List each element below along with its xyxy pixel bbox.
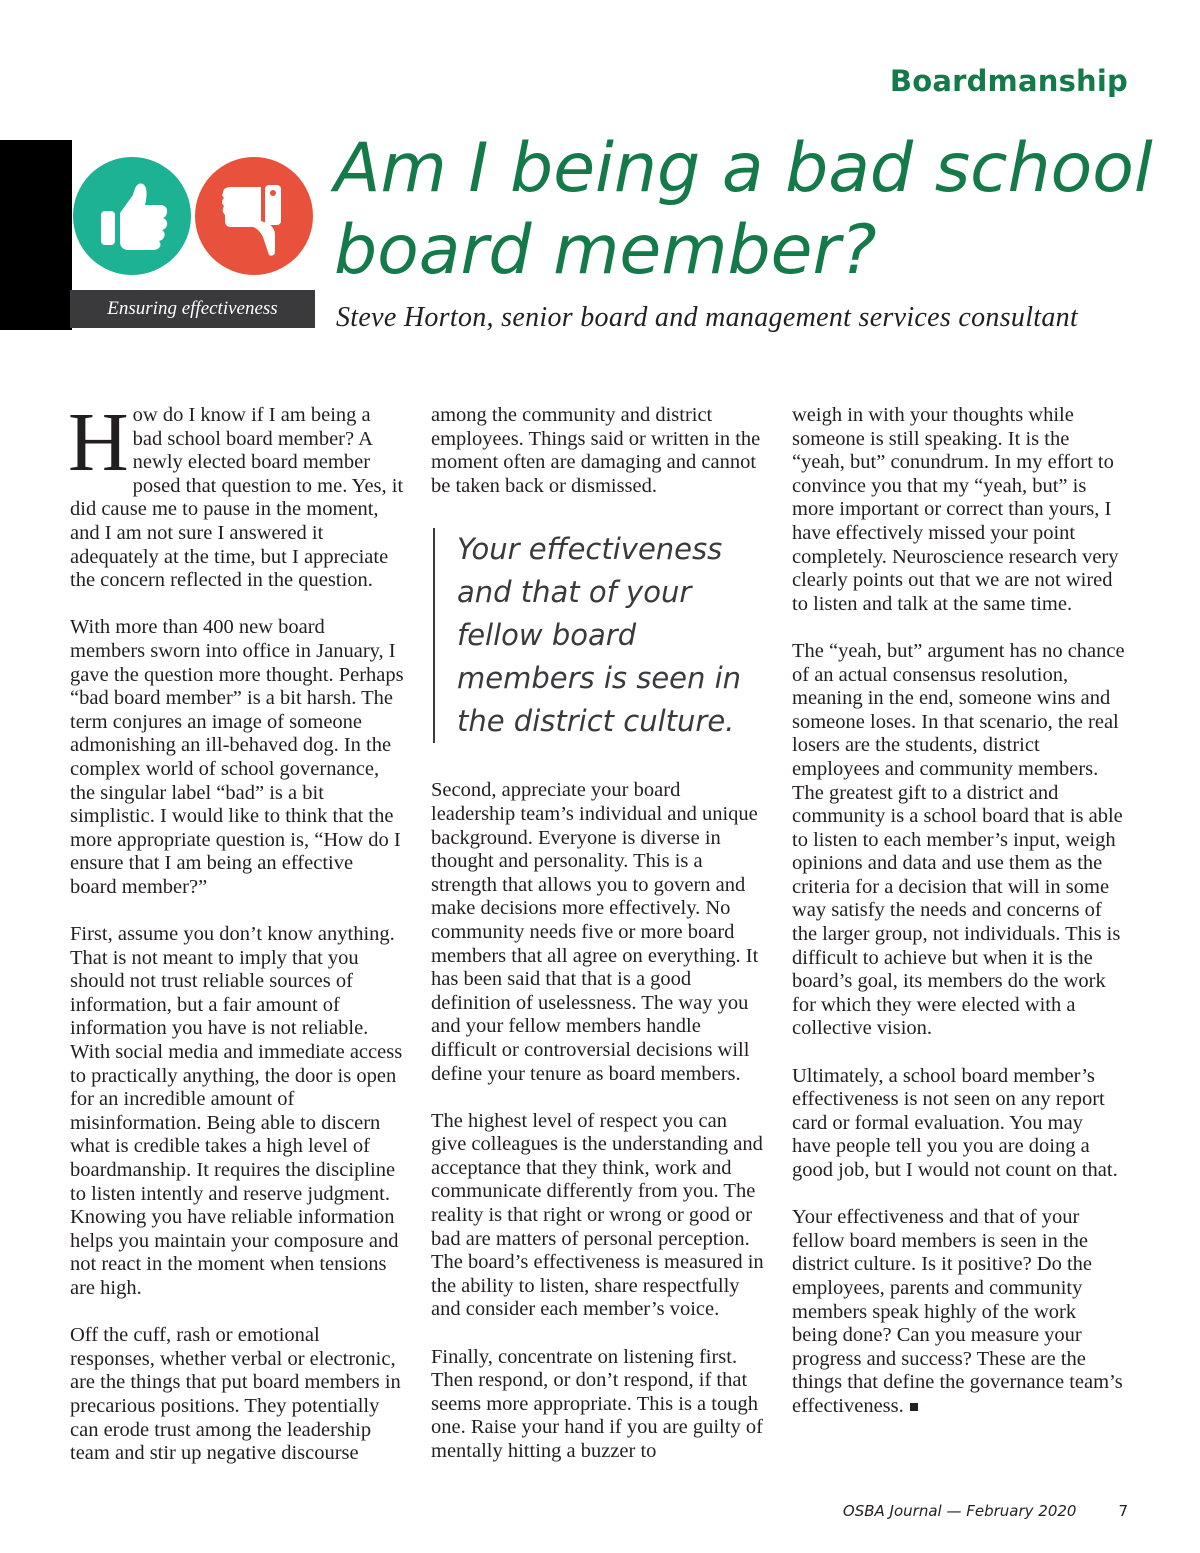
journal-issue: OSBA Journal — February 2020 bbox=[842, 1502, 1077, 1520]
end-mark-icon bbox=[910, 1403, 918, 1411]
paragraph: among the community and district employees. Things said or written in the moment often are damaging and cannot be taken back or dismissed. bbox=[431, 404, 761, 497]
paragraph: Ultimately, a school board member’s effectiveness is not seen on any report card or formal evaluation. You may have people tell you you are doing a good job, but I would not count on that. bbox=[792, 1064, 1118, 1181]
paragraph: Second, appreciate your board leadership team’s individual and unique background. Everyone is diverse in thought and personality. This is a strength that allows you to govern and make decisions more effectively. No community needs five or more board members that all agree on everything. It has been said that that is a good definition of uselessness. The way you and your fellow members handle difficult or controversial decisions will define your tenure as board members. bbox=[431, 779, 759, 1085]
paragraph: Your effectiveness and that of your fellow board members is seen in the district culture. Is it positive? Do the employees, parents and community members speak highly of the work being done? Can you measure your progress and success? These are the things that define the governance team’s effectiveness. bbox=[792, 1206, 1123, 1417]
paragraph: Off the cuff, rash or emotional responses, whether verbal or electronic, are the things that put board members in precarious positions. They potentially can erode trust among the leadership team and stir up negative discourse bbox=[70, 1324, 401, 1465]
thumbs-up-icon bbox=[73, 157, 191, 275]
byline: Steve Horton, senior board and management services consultant bbox=[336, 302, 1079, 333]
section-label: Boardmanship bbox=[889, 64, 1128, 98]
article-column-3 bbox=[792, 404, 1126, 1442]
headline: Am I being a bad school board member? bbox=[334, 129, 1153, 290]
paragraph: Finally, concentrate on listening first. Then respond, or don’t respond, if that seems more appropriate. This is a tough one. Raise your hand if you are guilty of mentally hitting a buzzer to bbox=[431, 1345, 763, 1462]
thumbs-down-icon bbox=[195, 157, 313, 275]
paragraph: First, assume you don’t know anything. That is not meant to imply that you should not trust reliable sources of information, but a fair amount of information you have is not reliable. With social media and immediate access to practically anything, the door is open for an incredible amount of misinformation. Being able to discern what is credible takes a high level of boardmanship. It requires the discipline to listen intently and reserve judgment. Knowing you have reliable information helps you maintain your composure and not react in the moment when tensions are high. bbox=[70, 923, 403, 1299]
paragraph: With more than 400 new board members sworn into office in January, I gave the question more thought. Perhaps “bad board member” is a bit harsh. The term conjures an image of someone admonishing an ill-behaved dog. In the complex world of school governance, the singular label “bad” is a bit simplistic. I would like to think that the more appropriate question is, “How do I ensure that I am being an effective board member?” bbox=[70, 616, 404, 898]
pull-quote: Your effectiveness and that of your fellow board members is seen in the district culture. bbox=[433, 528, 765, 743]
page-footer bbox=[843, 1502, 1128, 1520]
paragraph: The “yeah, but” argument has no chance of an actual consensus resolution, meaning in the end, someone wins and someone loses. In that scenario, the real losers are the students, district employees and community members. The greatest gift to a district and community is a school board that is able to listen to each member’s input, weigh opinions and data and use them as the criteria for a decision that will in some way satisfy the needs and concerns of the larger group, not individuals. This is difficult to achieve but when it is the board’s goal, its members do the work for which they were elected with a collective vision. bbox=[792, 639, 1125, 1040]
paragraph: weigh in with your thoughts while someone is still speaking. It is the “yeah, but” conundrum. In my effort to convince you that my “yeah, but” is more important or correct than yours, I have effectively missed your point completely. Neuroscience research very clearly points out that we are not wired to listen and talk at the same time. bbox=[792, 404, 1119, 615]
page-number: 7 bbox=[1118, 1502, 1128, 1520]
article-column-2 bbox=[431, 404, 765, 1487]
paragraph: The highest level of respect you can give colleagues is the understanding and acceptance that they think, work and communicate differently from you. The reality is that right or wrong or good or bad are matters of personal perception. The board’s effectiveness is measured in the ability to listen, share respectfully and consider each member’s voice. bbox=[431, 1109, 764, 1321]
subtitle-label: Ensuring effectiveness bbox=[70, 290, 315, 328]
drop-cap: H bbox=[68, 396, 129, 489]
article-column-1 bbox=[68, 396, 404, 1489]
paragraph: How do I know if I am being a bad school board member? A newly elected board member posed that question to me. Yes, it did cause me to pause in the moment, and I am not sure I answered it adequately at the time, but I appreciate the concern reflected in the question. bbox=[68, 396, 404, 592]
decorative-black-bar bbox=[0, 140, 72, 330]
